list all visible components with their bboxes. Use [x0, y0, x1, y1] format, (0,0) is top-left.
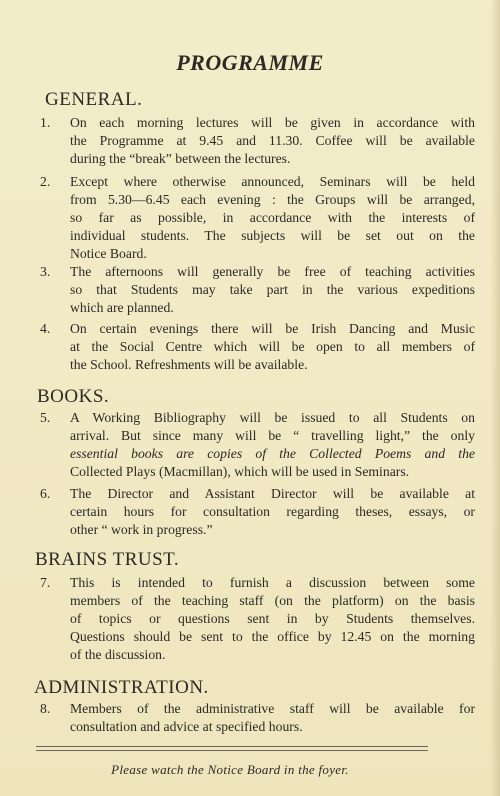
page-title: PROGRAMME — [176, 50, 324, 75]
item-line: Questions should be sent to the office by 12.45 on the morning — [70, 629, 475, 644]
item-number: 1. — [40, 115, 51, 130]
footer-note: Please watch the Notice Board in the foyer. — [111, 762, 349, 777]
item-line: A Working Bibliography will be issued to all Students on — [70, 410, 475, 425]
item-line: Collected Plays (Macmillan), which will be used in Seminars. — [70, 464, 410, 479]
item-line: consultation and advice at specified hours. — [70, 719, 303, 734]
item-text — [70, 263, 475, 317]
footer-divider-top — [36, 746, 428, 747]
section-title-general: GENERAL. — [45, 89, 143, 110]
item-line: at the Social Centre which will be open to all members of — [70, 339, 475, 354]
item-line: the Programme at 9.45 and 11.30. Coffee will be available — [70, 133, 475, 148]
item-text — [70, 485, 475, 539]
footer-divider-bottom — [36, 750, 428, 751]
item-line: Except where otherwise announced, Seminars will be held — [70, 174, 475, 189]
item-line: individual students. The subjects will be set out on the — [70, 228, 475, 243]
item-line: so far as possible, in accordance with the interests of — [70, 210, 475, 225]
item-line: certain hours for consultation regarding theses, essays, or — [70, 504, 475, 519]
item-line: members of the teaching staff (on the platform) on the basis — [70, 593, 475, 608]
item-text — [70, 409, 475, 481]
item-line: other “ work in progress.” — [70, 522, 213, 537]
item-text — [70, 574, 475, 664]
item-line: from 5.30—6.45 each evening : the Groups will be arranged, — [70, 192, 475, 207]
item-line: the School. Refreshments will be available. — [70, 357, 308, 372]
item-number: 6. — [40, 486, 51, 501]
item-line: arrival. But since many will be “ travelling light,” the only — [70, 428, 475, 443]
section-title-brains-trust: BRAINS TRUST. — [35, 549, 180, 570]
item-line: The Director and Assistant Director will be available at — [70, 486, 475, 501]
item-line: This is intended to furnish a discussion between some — [70, 575, 475, 590]
item-line: so that Students may take part in the various expeditions — [70, 282, 475, 297]
item-number: 8. — [40, 701, 51, 716]
item-number: 4. — [40, 321, 51, 336]
item-line: during the “break” between the lectures. — [70, 151, 291, 166]
item-line: On certain evenings there will be Irish Dancing and Music — [70, 321, 475, 336]
item-text — [70, 173, 475, 263]
item-line: On each morning lectures will be given in accordance with — [70, 115, 475, 130]
item-line: essential books are copies of the Collected Poems and the — [70, 446, 475, 461]
item-number: 2. — [40, 174, 51, 189]
item-line: of topics or questions sent in by Students themselves. — [70, 611, 475, 626]
item-number: 3. — [40, 264, 51, 279]
item-number: 7. — [40, 575, 51, 590]
item-line: Members of the administrative staff will be available for — [70, 701, 475, 716]
item-number: 5. — [40, 410, 51, 425]
item-line: which are planned. — [70, 300, 174, 315]
section-title-books: BOOKS. — [37, 386, 110, 407]
item-line: of the discussion. — [70, 647, 166, 662]
section-title-administration: ADMINISTRATION. — [34, 677, 209, 698]
item-text — [70, 114, 475, 168]
item-text — [70, 700, 475, 736]
item-text — [70, 320, 475, 374]
item-line: Notice Board. — [70, 246, 147, 261]
item-line: The afternoons will generally be free of teaching activities — [70, 264, 475, 279]
